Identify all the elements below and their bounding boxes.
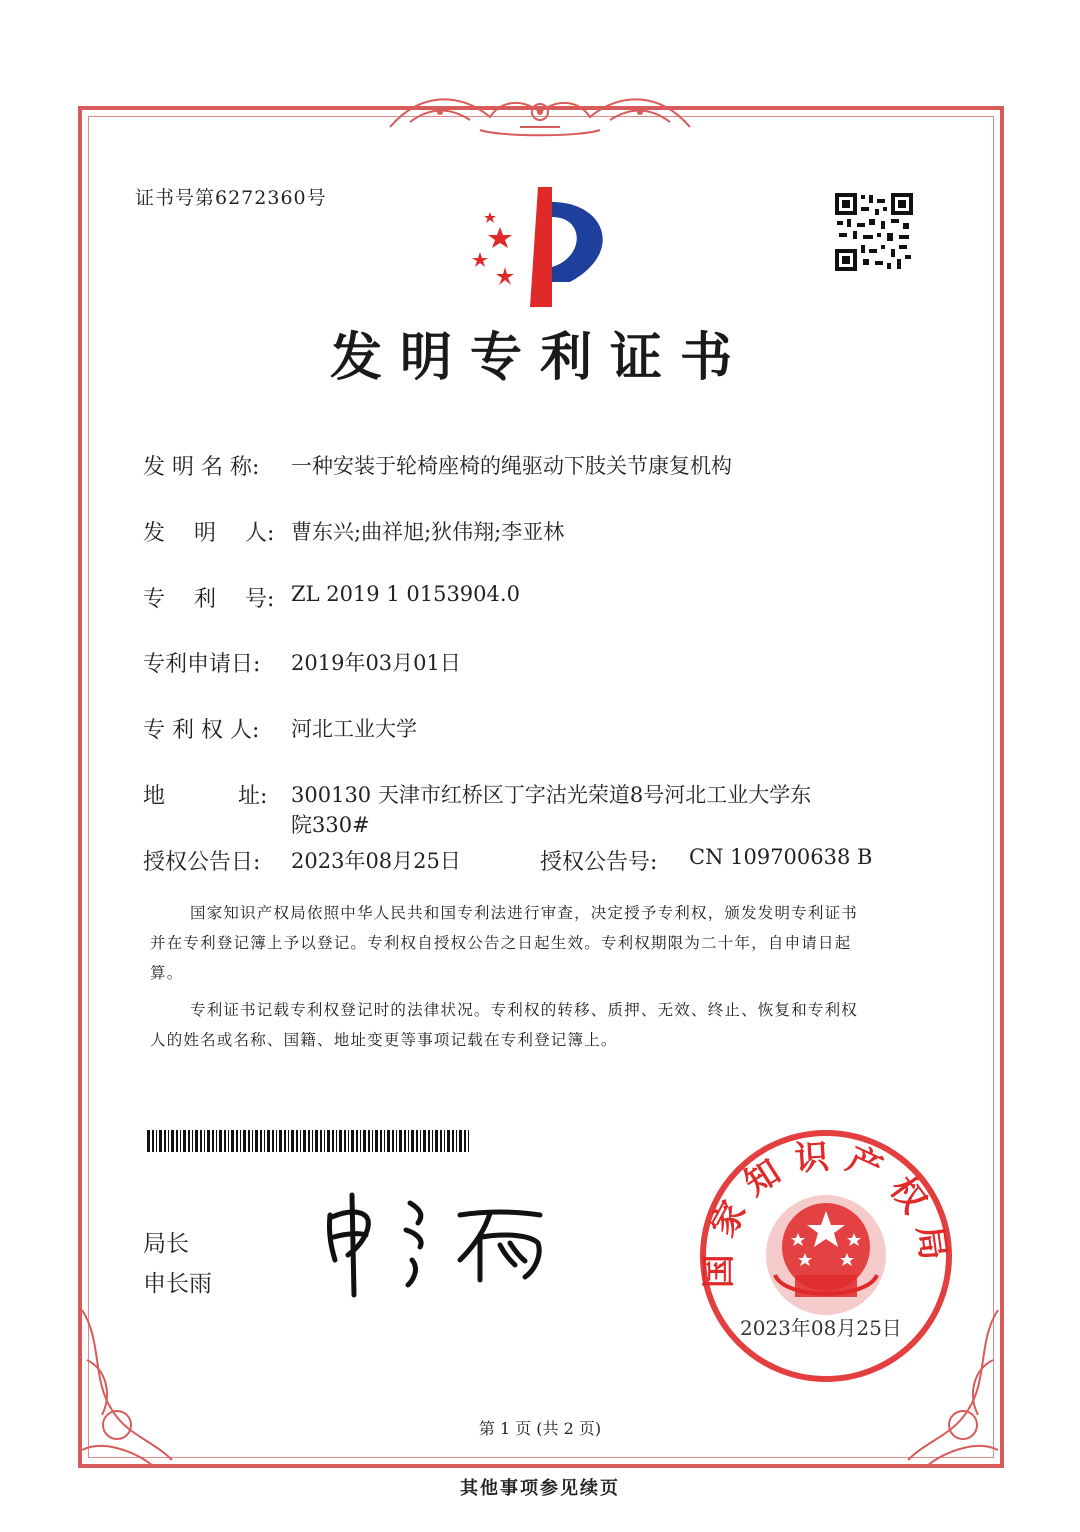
continued-note: 其他事项参见续页 [460, 1478, 620, 1499]
inventor-label: 发 明 人: [143, 521, 275, 546]
barcode-icon [147, 1130, 473, 1152]
paragraph-1-line-3: 算。 [150, 964, 184, 982]
page-number: 第 1 页 (共 2 页) [478, 1419, 602, 1438]
invention-name-value: 一种安装于轮椅座椅的绳驱动下肢关节康复机构 [291, 454, 732, 478]
seal-date: 2023年08月25日 [740, 1316, 902, 1340]
patentee-label: 专 利 权 人: [143, 718, 260, 743]
official-seal-icon [695, 1125, 957, 1387]
cnipa-logo-icon [460, 182, 620, 312]
paragraph-1-line-1: 国家知识产权局依照中华人民共和国专利法进行审查，决定授予专利权，颁发发明专利证书 [190, 904, 859, 922]
address-label: 地 址: [143, 784, 268, 809]
paragraph-1-line-2: 并在专利登记簿上予以登记。专利权自授权公告之日起生效。专利权期限为二十年，自申请日起 [150, 934, 852, 952]
grant-number-value: CN 109700638 B [689, 845, 873, 869]
invention-name-label: 发 明 名 称: [143, 455, 260, 480]
page-title: 发明专利证书 [329, 327, 750, 388]
certificate-number: 证书号第6272360号 [135, 187, 327, 209]
paragraph-2-line-1: 专利证书记载专利权登记时的法律状况。专利权的转移、质押、无效、终止、恢复和专利权 [190, 1001, 859, 1019]
paragraph-2-line-2: 人的姓名或名称、国籍、地址变更等事项记载在专利登记簿上。 [150, 1031, 618, 1049]
handwritten-signature [320, 1185, 560, 1305]
patent-number-label: 专 利 号: [143, 587, 275, 612]
address-value-line1: 300130 天津市红桥区丁字沽光荣道8号河北工业大学东 [291, 783, 812, 807]
grant-date-value: 2023年08月25日 [291, 849, 461, 873]
patent-number-value: ZL 2019 1 0153904.0 [291, 582, 520, 606]
filing-date-label: 专利申请日: [143, 652, 261, 677]
seal-text: 国家知识产权局 [698, 1136, 956, 1289]
filing-date-value: 2019年03月01日 [291, 651, 461, 675]
director-title: 局长 [143, 1231, 189, 1257]
patentee-value: 河北工业大学 [291, 717, 417, 741]
bottom-left-ornament-icon [72, 1300, 182, 1470]
grant-date-label: 授权公告日: [143, 850, 261, 875]
inventor-value: 曹东兴;曲祥旭;狄伟翔;李亚林 [291, 520, 565, 544]
director-name: 申长雨 [143, 1271, 212, 1297]
top-ornament-icon [380, 82, 700, 142]
address-value-line2: 院330# [291, 813, 370, 837]
qr-code-icon [835, 193, 913, 271]
grant-number-label: 授权公告号: [540, 850, 658, 875]
